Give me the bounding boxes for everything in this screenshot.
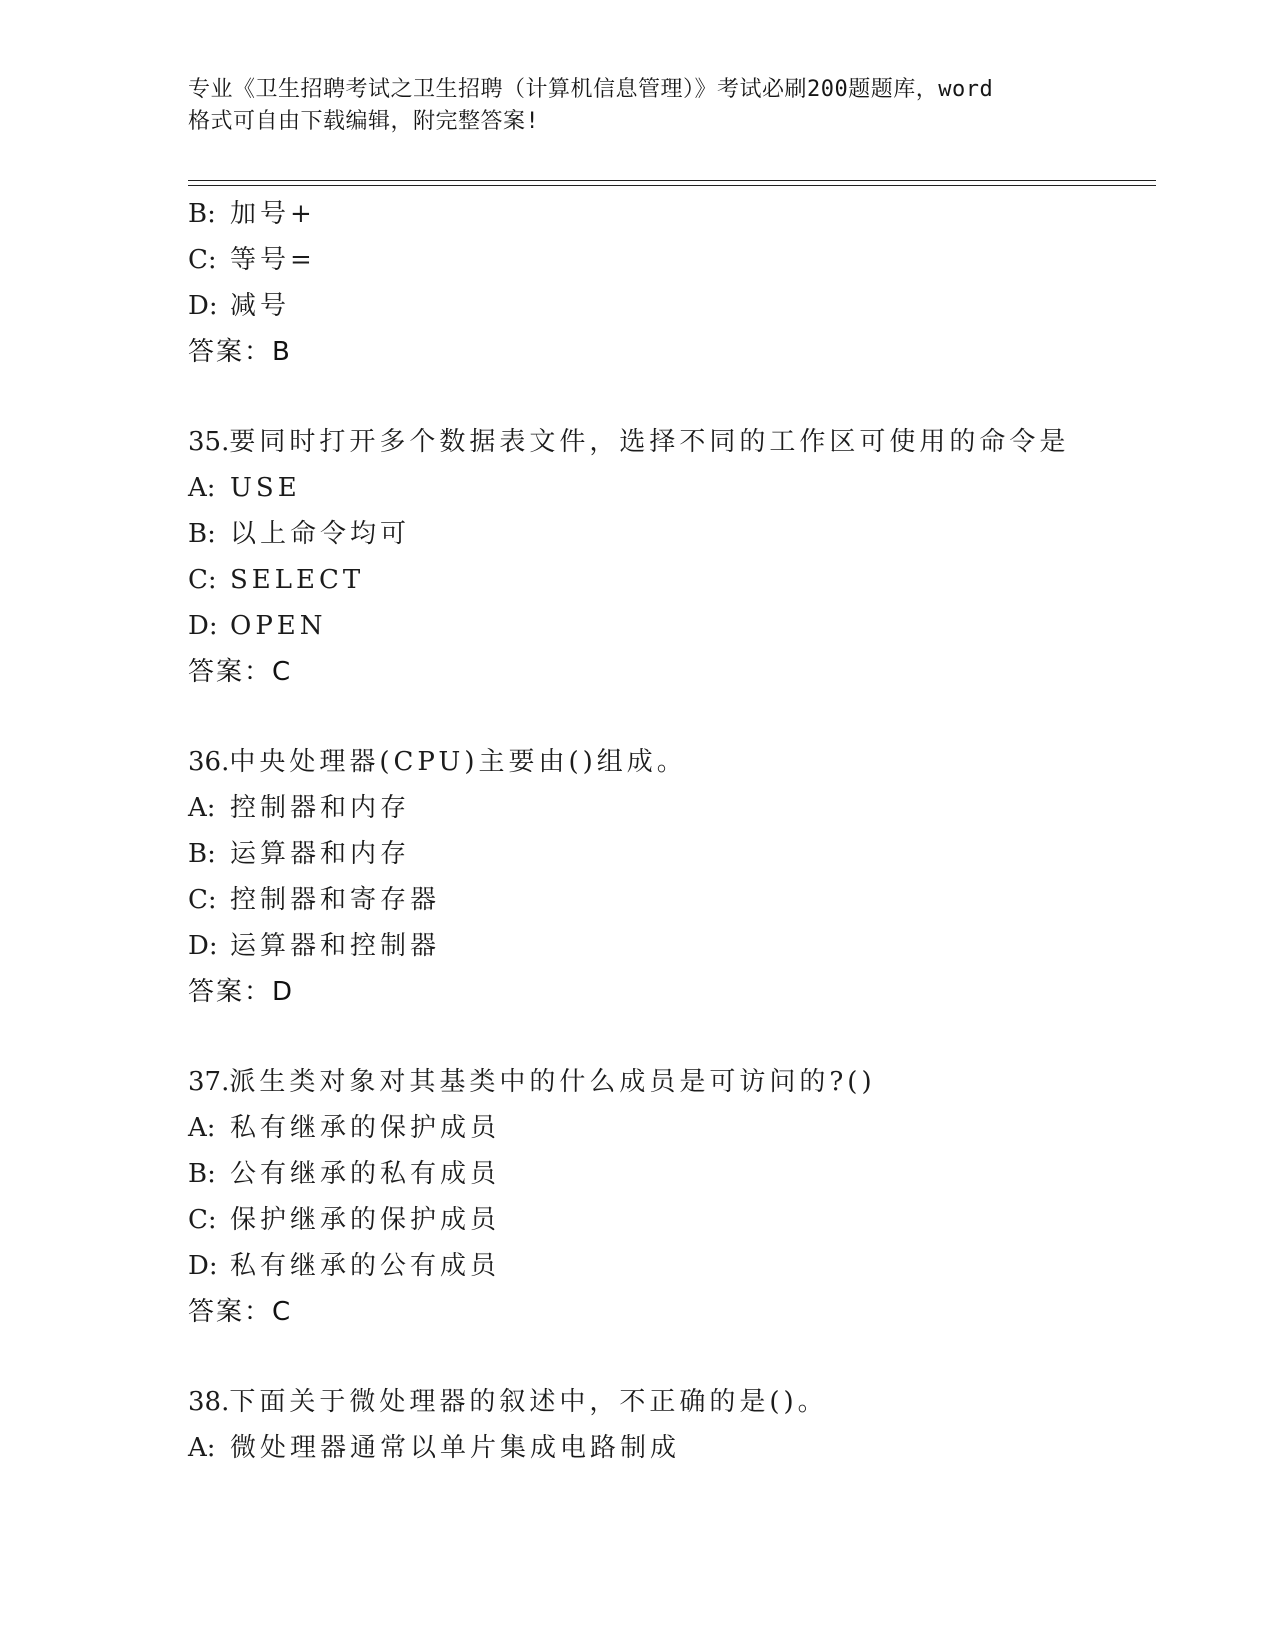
question-text: 37.派生类对象对其基类中的什么成员是可访问的?() xyxy=(188,1067,876,1097)
question-text: 36.中央处理器(CPU)主要由()组成。 xyxy=(188,747,687,777)
option-c: C: 保护继承的保护成员 xyxy=(188,1205,501,1235)
question-text: 35.要同时打开多个数据表文件，选择不同的工作区可使用的命令是 xyxy=(188,427,1070,457)
question-block-37 xyxy=(188,1059,1148,1335)
option-d: D: 运算器和控制器 xyxy=(188,931,441,961)
question-text: 38.下面关于微处理器的叙述中，不正确的是()。 xyxy=(188,1387,828,1417)
option-c: C: SELECT xyxy=(188,565,365,595)
option-d: D: OPEN xyxy=(188,611,327,641)
question-block-36 xyxy=(188,739,1148,1015)
question-block-partial xyxy=(188,191,1148,375)
option-b: B: 公有继承的私有成员 xyxy=(188,1159,501,1189)
option-b: B: 以上命令均可 xyxy=(188,519,411,549)
option-b: B: 加号+ xyxy=(188,199,316,229)
header-rule-top xyxy=(188,180,1156,181)
answer-line: 答案：C xyxy=(188,1297,293,1327)
option-d: D: 减号 xyxy=(188,291,291,321)
option-a: A: USE xyxy=(188,473,301,503)
answer-line: 答案：B xyxy=(188,337,292,367)
question-block-38 xyxy=(188,1379,1148,1471)
header-line-2: 格式可自由下载编辑，附完整答案! xyxy=(188,109,540,134)
question-block-35 xyxy=(188,419,1148,695)
answer-line: 答案：D xyxy=(188,977,295,1007)
document-header xyxy=(188,74,1088,138)
option-c: C: 控制器和寄存器 xyxy=(188,885,441,915)
option-a: A: 微处理器通常以单片集成电路制成 xyxy=(188,1433,681,1463)
question-list xyxy=(188,191,1148,1471)
option-a: A: 控制器和内存 xyxy=(188,793,411,823)
option-d: D: 私有继承的公有成员 xyxy=(188,1251,501,1281)
option-b: B: 运算器和内存 xyxy=(188,839,411,869)
answer-line: 答案：C xyxy=(188,657,293,687)
header-rule-bottom xyxy=(188,185,1156,186)
header-line-1: 专业《卫生招聘考试之卫生招聘（计算机信息管理）》考试必刷200题题库，word xyxy=(188,77,994,102)
option-c: C: 等号= xyxy=(188,245,316,275)
option-a: A: 私有继承的保护成员 xyxy=(188,1113,501,1143)
